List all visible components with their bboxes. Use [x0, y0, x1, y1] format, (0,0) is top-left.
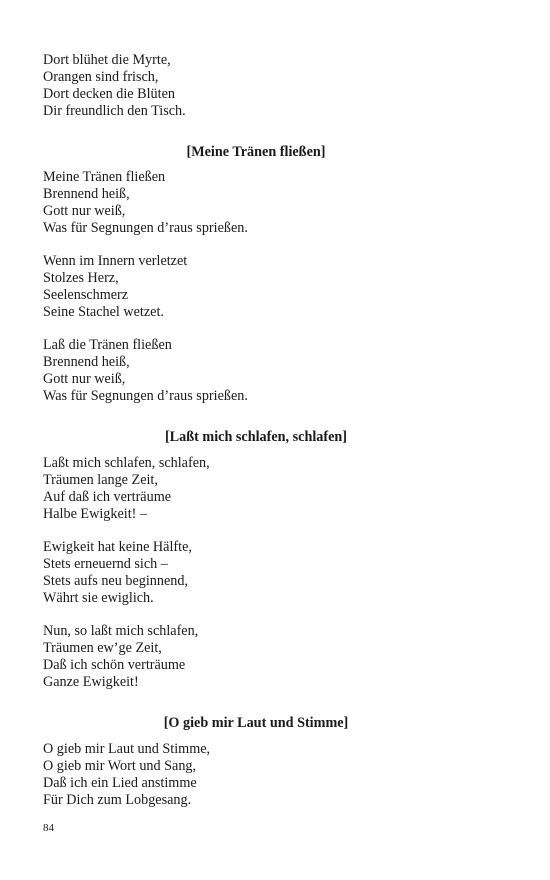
verse-line: Wenn im Innern verletzet [43, 253, 188, 269]
verse-line: Brennend heiß, [43, 186, 130, 202]
verse-line: Auf daß ich verträume [43, 489, 172, 505]
verse-line: Laß die Tränen fließen [43, 337, 172, 353]
verse-line: Nun, so laßt mich schlafen, [43, 623, 199, 639]
verse-line: O gieb mir Laut und Stimme, [43, 741, 211, 757]
verse-line: Für Dich zum Lobgesang. [43, 792, 192, 808]
verse-line: Träumen ew’ge Zeit, [43, 640, 162, 656]
verse-line: Stets erneuernd sich – [43, 556, 168, 572]
poem-title: [Meine Tränen fließen] [186, 144, 326, 160]
verse-line: Seelenschmerz [43, 287, 129, 303]
verse-line: Halbe Ewigkeit! – [43, 506, 148, 522]
verse-line: Meine Tränen fließen [43, 169, 166, 185]
verse-line: Daß ich schön verträume [43, 657, 186, 673]
verse-line: O gieb mir Wort und Sang, [43, 758, 197, 774]
verse-line: Gott nur weiß, [43, 371, 126, 387]
verse-line: Stets aufs neu beginnend, [43, 573, 188, 589]
verse-line: Was für Segnungen d’raus sprießen. [43, 388, 248, 404]
verse-line: Ganze Ewigkeit! [43, 674, 139, 690]
page-number: 84 [43, 822, 54, 834]
verse-line: Orangen sind frisch, [43, 69, 159, 85]
verse-line: Stolzes Herz, [43, 270, 119, 286]
verse-line: Dort blühet die Myrte, [43, 52, 171, 68]
verse-line: Dort decken die Blüten [43, 86, 175, 102]
verse-line: Laßt mich schlafen, schlafen, [43, 455, 210, 471]
verse-line: Was für Segnungen d’raus sprießen. [43, 220, 248, 236]
poem-title: [O gieb mir Laut und Stimme] [163, 715, 349, 731]
verse-line: Daß ich ein Lied anstimme [43, 775, 197, 791]
poem-title: [Laßt mich schlafen, schlafen] [164, 429, 348, 445]
verse-line: Währt sie ewiglich. [43, 590, 154, 606]
verse-line: Seine Stachel wetzet. [43, 304, 164, 320]
verse-line: Brennend heiß, [43, 354, 130, 370]
verse-line: Träumen lange Zeit, [43, 472, 158, 488]
verse-line: Dir freundlich den Tisch. [43, 103, 186, 119]
verse-line: Gott nur weiß, [43, 203, 126, 219]
verse-line: Ewigkeit hat keine Hälfte, [43, 539, 192, 555]
